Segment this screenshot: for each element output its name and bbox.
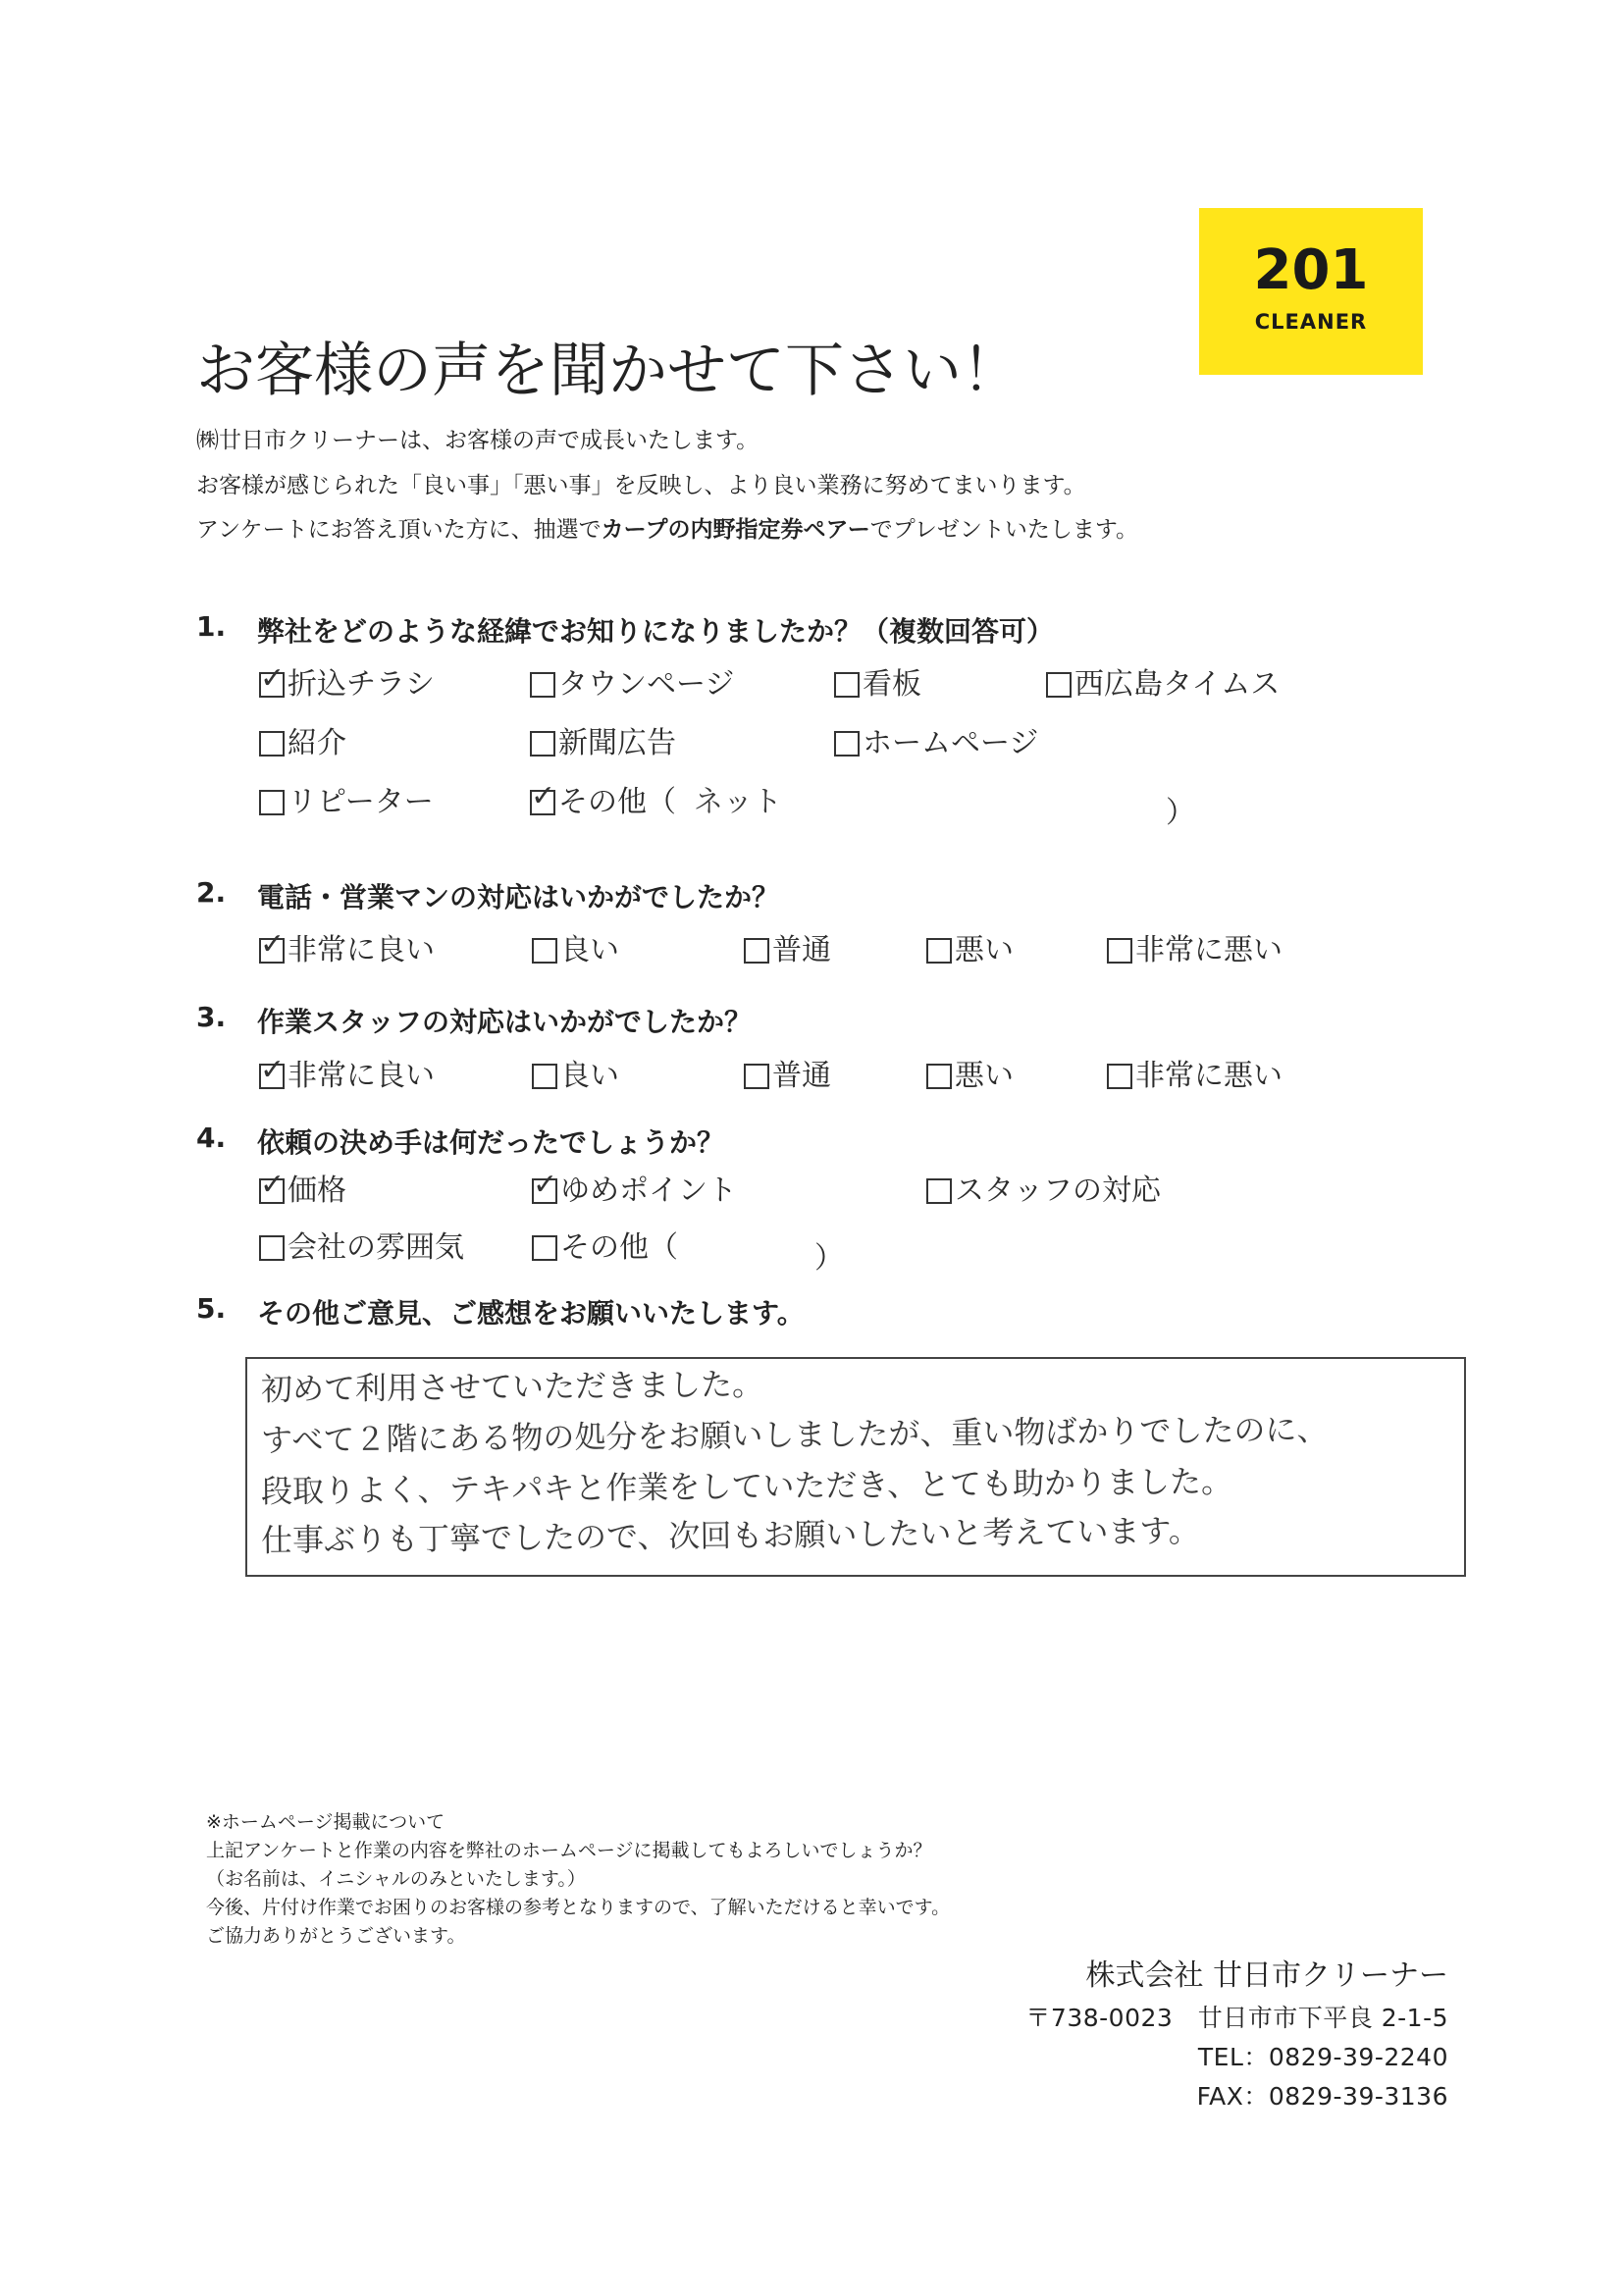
checkbox[interactable] xyxy=(834,672,860,698)
checkbox[interactable] xyxy=(926,1064,952,1089)
option-label: 悪い xyxy=(955,1059,1014,1093)
checkbox[interactable] xyxy=(744,938,769,964)
q3-option-average[interactable] xyxy=(744,1059,831,1093)
option-label: 普通 xyxy=(772,1059,831,1093)
q1-option-repeater[interactable] xyxy=(259,785,434,819)
q5-question: その他ご意見、ご感想をお願いいたします。 xyxy=(257,1297,805,1330)
q2-number: 2. xyxy=(196,876,227,909)
q3-option-very-bad[interactable] xyxy=(1107,1059,1283,1093)
option-label: タウンページ xyxy=(558,667,735,702)
comment-line: 段取りよく、テキパキと作業をしていただき、とても助かりました。 xyxy=(260,1462,1233,1510)
comment-line: すべて２階にある物の処分をお願いしましたが、重い物ばかりでしたのに、 xyxy=(260,1410,1329,1459)
checkbox[interactable] xyxy=(926,1178,952,1204)
option-label: 西広島タイムス xyxy=(1074,667,1281,702)
logo-number: 201 xyxy=(1253,238,1369,302)
q2-option-good[interactable] xyxy=(532,933,619,967)
option-label: 普通 xyxy=(772,933,831,967)
homepage-note-line: 上記アンケートと作業の内容を弊社のホームページに掲載してもよろしいでしょうか？ xyxy=(206,1840,932,1861)
q1-other-handwritten: ネット xyxy=(694,785,782,819)
option-label: 非常に良い xyxy=(288,1059,435,1093)
q1-question: 弊社をどのような経緯でお知りになりましたか？（複数回答可） xyxy=(257,615,1055,648)
q3-option-good[interactable] xyxy=(532,1059,619,1093)
comment-line: 仕事ぶりも丁寧でしたので、次回もお願いしたいと考えています。 xyxy=(260,1511,1200,1559)
option-label: 良い xyxy=(560,933,619,967)
checkbox[interactable] xyxy=(834,731,860,757)
option-label: 看板 xyxy=(863,667,921,702)
q1-option-townpage[interactable] xyxy=(530,667,735,702)
option-label: その他（ xyxy=(560,1230,678,1265)
option-label: 非常に良い xyxy=(288,933,435,967)
q1-option-signboard[interactable] xyxy=(834,667,921,702)
homepage-note-line: （お名前は、イニシャルのみといたします。） xyxy=(206,1868,586,1890)
q5-number: 5. xyxy=(196,1292,227,1325)
intro-line-3-post: でプレゼントいたします。 xyxy=(869,517,1139,543)
option-label: 非常に悪い xyxy=(1135,1059,1283,1093)
option-label: その他（ xyxy=(558,785,676,819)
q1-option-flyer[interactable] xyxy=(259,667,435,702)
q4-option-staff[interactable] xyxy=(926,1176,1161,1206)
option-label: リピーター xyxy=(288,785,434,819)
q1-option-referral[interactable] xyxy=(259,726,346,760)
q4-option-yume-point[interactable] xyxy=(532,1176,737,1206)
company-address: 〒738-0023 廿日市市下平良 2-1-5 xyxy=(1025,2004,1448,2032)
q3-option-bad[interactable] xyxy=(926,1059,1014,1093)
intro-line-3-prize: カープの内野指定券ペアー xyxy=(601,517,870,543)
q1-other-close-paren: ） xyxy=(1166,796,1195,830)
checkbox[interactable] xyxy=(530,731,555,757)
q2-option-bad[interactable] xyxy=(926,933,1014,967)
q4-option-atmosphere[interactable] xyxy=(259,1230,464,1265)
option-label: 会社の雰囲気 xyxy=(288,1230,464,1265)
intro-line-2: お客様が感じられた「良い事」「悪い事」を反映し、より良い業務に努めてまいります。 xyxy=(196,473,1086,498)
q2-option-very-bad[interactable] xyxy=(1107,933,1283,967)
company-name: 株式会社 廿日市クリーナー xyxy=(1085,1958,1448,1993)
q2-question: 電話・営業マンの対応はいかがでしたか？ xyxy=(257,881,780,913)
checkbox-checked[interactable] xyxy=(259,672,285,698)
checkbox[interactable] xyxy=(1107,938,1132,964)
company-fax: FAX：0829-39-3136 xyxy=(1196,2082,1448,2111)
option-label: 価格 xyxy=(288,1174,346,1208)
q1-option-nishihiroshima-times[interactable] xyxy=(1046,667,1281,702)
checkbox-checked[interactable] xyxy=(259,1178,285,1204)
checkbox-checked[interactable] xyxy=(259,1064,285,1089)
page-title: お客様の声を聞かせて下さい！ xyxy=(196,337,1021,405)
q4-option-price[interactable] xyxy=(259,1176,346,1206)
q4-number: 4. xyxy=(196,1122,227,1154)
q2-option-average[interactable] xyxy=(744,933,831,967)
checkbox[interactable] xyxy=(926,938,952,964)
checkbox[interactable] xyxy=(259,1235,285,1261)
checkbox[interactable] xyxy=(259,731,285,757)
checkbox[interactable] xyxy=(744,1064,769,1089)
checkbox[interactable] xyxy=(1046,672,1072,698)
intro-line-1: ㈱廿日市クリーナーは、お客様の声で成長いたします。 xyxy=(196,428,759,453)
checkbox[interactable] xyxy=(259,790,285,815)
checkbox[interactable] xyxy=(532,1064,557,1089)
checkbox-checked[interactable] xyxy=(259,938,285,964)
option-label: ホームページ xyxy=(863,726,1039,760)
q1-number: 1. xyxy=(196,610,227,643)
checkbox[interactable] xyxy=(532,1235,557,1261)
homepage-note-line: ご協力ありがとうございます。 xyxy=(206,1925,466,1947)
intro-line-3-pre: アンケートにお答え頂いた方に、抽選で xyxy=(196,517,602,543)
homepage-note-heading: ※ホームページ掲載について xyxy=(206,1811,445,1833)
company-logo xyxy=(1199,208,1423,375)
q2-option-very-good[interactable] xyxy=(259,933,435,967)
option-label: ゆめポイント xyxy=(560,1174,737,1208)
q3-number: 3. xyxy=(196,1001,227,1033)
comment-line: 初めて利用させていただきました。 xyxy=(260,1365,764,1408)
q1-option-other[interactable] xyxy=(530,785,782,819)
option-label: 悪い xyxy=(955,933,1014,967)
option-label: 折込チラシ xyxy=(288,667,435,702)
q4-other-close-paren: ） xyxy=(814,1241,844,1276)
option-label: スタッフの対応 xyxy=(955,1174,1161,1208)
option-label: 良い xyxy=(560,1059,619,1093)
logo-subtitle: CLEANER xyxy=(1254,310,1368,334)
checkbox[interactable] xyxy=(1107,1064,1132,1089)
option-label: 紹介 xyxy=(288,726,346,760)
checkbox[interactable] xyxy=(530,672,555,698)
q4-question: 依頼の決め手は何だったでしょうか？ xyxy=(257,1126,725,1159)
intro-line-3 xyxy=(196,511,1138,544)
checkbox-checked[interactable] xyxy=(532,1178,557,1204)
q1-option-newspaper[interactable] xyxy=(530,726,676,760)
option-label: 非常に悪い xyxy=(1135,933,1283,967)
q3-question: 作業スタッフの対応はいかがでしたか？ xyxy=(257,1006,753,1038)
option-label: 新聞広告 xyxy=(558,726,676,760)
q1-option-homepage[interactable] xyxy=(834,726,1039,760)
company-tel: TEL：0829-39-2240 xyxy=(1197,2043,1448,2071)
q3-option-very-good[interactable] xyxy=(259,1059,435,1093)
checkbox[interactable] xyxy=(532,938,557,964)
checkbox-checked[interactable] xyxy=(530,790,555,815)
homepage-note-line: 今後、片付け作業でお困りのお客様の参考となりますので、了解いただけると幸いです。 xyxy=(206,1897,951,1918)
q4-option-other[interactable] xyxy=(532,1230,678,1265)
comment-textarea[interactable] xyxy=(245,1357,1466,1577)
